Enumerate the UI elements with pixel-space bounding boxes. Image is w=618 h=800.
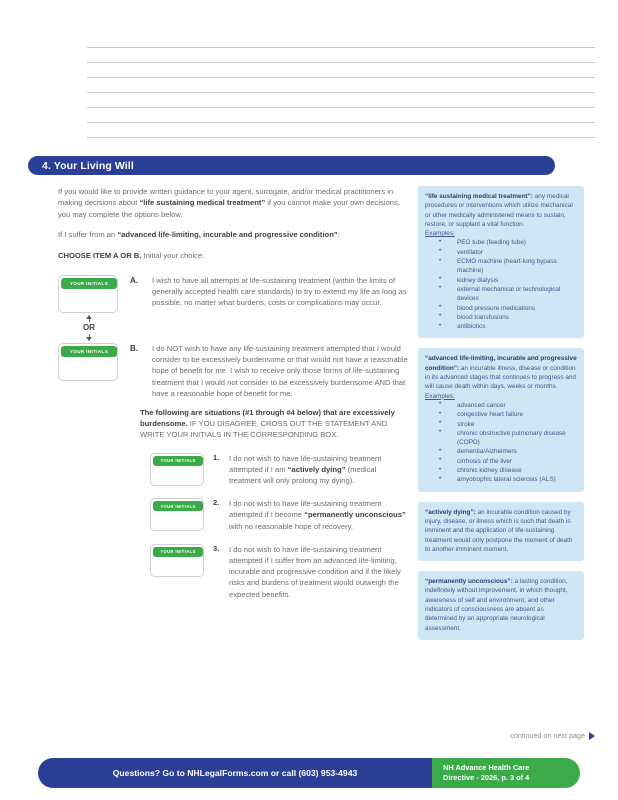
burdensome-instruction <box>140 407 408 441</box>
continued-notice <box>510 731 595 740</box>
definition-text-advanced-condition <box>425 354 577 391</box>
definition-text-actively-dying <box>425 508 577 554</box>
initials-tab-label-item-1: YOUR INITIALS <box>160 458 196 464</box>
definition-term-actively-dying: “actively dying”: <box>425 508 476 516</box>
definition-body-life-sustaining: any medical procedures or interventions which utilize mechanical or other medically administered means to sustain, restore, or supplant a vital function. <box>425 193 573 228</box>
item-1-part-b: (medical treatment will only prolong my dying). <box>229 464 377 486</box>
intro-p2-part-a: If I suffer from an <box>58 230 118 240</box>
ruled-line <box>87 122 595 123</box>
arrow-up-icon <box>86 315 92 319</box>
example-list-item: • dementia/Alzheimers <box>425 447 577 456</box>
footer-questions-text: Questions? Go to NHLegalForms.com or call (603) 953-4943 <box>112 768 358 778</box>
definitions-sidebar <box>418 186 584 650</box>
example-list-item: • external mechanical or technological devices <box>425 285 577 304</box>
definition-box-life-sustaining <box>418 186 584 338</box>
definition-box-permanently-unconscious <box>418 571 584 640</box>
intro-p1-part-a: If you would like to provide written guidance to your agent, surrogate, and/or medical practitioners in making decisions about <box>58 187 394 208</box>
example-list-item: • chronic obstructive pulmonary disease (COPD) <box>425 429 577 448</box>
numbered-item-1 <box>150 453 408 487</box>
definition-body-actively-dying: an incurable condition caused by injury, disease, or illness which is such that death is imminent and the application of life-sustaining treatment would only postpone the moment of death to another imminent moment. <box>425 508 573 553</box>
example-list-item: • blood pressure medications <box>425 304 577 313</box>
example-list-item: • kidney dialysis <box>425 276 577 285</box>
ruled-line <box>87 137 595 138</box>
examples-list-advanced-condition <box>425 401 577 485</box>
definition-term-life-sustaining: “life sustaining medical treatment”: <box>425 193 533 200</box>
definition-body-permanently-unconscious: a lasting condition, indefinitely without improvement, in which thought, awareness of self and environment, and other indicators of consciousness are absent as determined by an appropriate neurological assessment. <box>425 578 568 632</box>
example-list-item: • PEG tube (feeding tube) <box>425 238 577 247</box>
initials-tab-label-b: YOUR INITIALS <box>69 349 109 355</box>
item-text-1 <box>229 453 408 487</box>
option-row-a <box>58 275 408 313</box>
intro-paragraph-1 <box>58 186 408 220</box>
ruled-line <box>87 92 595 93</box>
intro-paragraph-2 <box>58 229 408 240</box>
example-list-item: • advanced cancer <box>425 401 577 410</box>
definition-box-advanced-condition <box>418 348 584 491</box>
main-content-column <box>58 186 408 612</box>
section-header-title: 4. Your Living Will <box>42 159 134 172</box>
initials-tab-item-3 <box>153 547 203 557</box>
or-label: OR <box>83 323 95 333</box>
definition-term-permanently-unconscious: “permanently unconscious”: <box>425 578 513 586</box>
choose-bold: CHOOSE ITEM A OR B. <box>58 250 142 260</box>
initials-tab-label-item-2: YOUR INITIALS <box>160 503 196 509</box>
ruled-line <box>87 77 595 78</box>
burdensome-rest: IF YOU DISAGREE, CROSS OUT THE STATEMENT AND WRITE YOUR INITIALS IN THE CORRESPONDING BOX. <box>140 419 388 440</box>
ruled-lines-area <box>87 47 595 152</box>
burdensome-bold: The following are situations (#1 through #4 below) that are excessively burdensome. <box>140 408 395 429</box>
initials-box-a[interactable] <box>58 275 118 313</box>
initials-tab-b <box>61 346 117 357</box>
section-header-bar <box>28 156 555 175</box>
footer-doc-line-2: Directive - 2026, p. 3 of 4 <box>443 773 530 782</box>
item-2-bold-term: “permanently unconscious” <box>304 510 406 520</box>
example-list-item: • stroke <box>425 420 577 429</box>
or-divider <box>58 315 120 341</box>
option-text-b: I do NOT wish to have any life-sustaining treatment attempted that I would consider to be excessively burdensome or that would not have a reasonable hope of benefit for me. I wish to receive only those forms of life-sustaining treatment that I would not consider to be excessively burdensome AND that have a reasonable hope of benefit for me. <box>152 344 408 398</box>
definition-box-actively-dying <box>418 502 584 561</box>
initials-tab-a <box>61 278 117 289</box>
choose-instruction <box>58 250 408 261</box>
definition-text-permanently-unconscious <box>425 577 577 633</box>
intro-p2-part-b: : <box>337 230 340 240</box>
ruled-line <box>87 62 595 63</box>
item-text-2 <box>229 498 408 532</box>
examples-label-advanced-condition: Examples: <box>425 392 455 400</box>
example-list-item: • cirrhosis of the liver <box>425 457 577 466</box>
item-number-2: 2. <box>213 498 220 508</box>
example-list-item: • chronic kidney disease <box>425 466 577 475</box>
numbered-item-2 <box>150 498 408 532</box>
item-2-part-b: with no reasonable hope of recovery. <box>229 521 353 531</box>
intro-p2-bold-term: “advanced life-limiting, incurable and progressive condition” <box>117 230 338 240</box>
definition-term-advanced-condition: “advanced life-limiting, incurable and progressive condition”: <box>425 355 577 372</box>
item-text-3 <box>229 544 408 600</box>
item-1-part-a: I do not wish to have life-sustaining treatment attempted if I am <box>229 453 382 474</box>
option-text-a: I wish to have all attempts at life-sustaining treatment (within the limits of generally accepted health care standards) to try to extend my life as long as possible, no matter what burdens, costs or complications may occur. <box>152 276 407 308</box>
play-arrow-icon <box>589 732 595 740</box>
item-number-3: 3. <box>213 543 220 553</box>
item-2-part-a: I do not wish to have life-sustaining treatment attempted if I become <box>229 499 382 520</box>
footer-document-info <box>432 758 580 788</box>
initials-box-b[interactable] <box>58 343 118 381</box>
initials-tab-item-1 <box>153 456 203 466</box>
footer-doc-line-1: NH Advance Health Care <box>443 763 530 772</box>
ruled-line <box>87 47 595 48</box>
example-list-item: • antibiotics <box>425 322 577 331</box>
examples-label-life-sustaining: Examples: <box>425 230 455 238</box>
choose-rest: Initial your choice: <box>141 250 205 260</box>
definition-body-advanced-condition: an incurable illness, disease or condition in its advanced stages that continues to progress and will cause death within days, weeks or months. <box>425 364 576 391</box>
numbered-item-3 <box>150 544 408 600</box>
example-list-item: • congestive heart failure <box>425 410 577 419</box>
item-1-bold-term: “actively dying” <box>287 464 346 474</box>
initials-tab-label-item-3: YOUR INITIALS <box>160 549 196 555</box>
item-number-1: 1. <box>213 452 220 462</box>
footer-bar <box>38 758 580 788</box>
definition-text-life-sustaining <box>425 192 577 229</box>
example-list-item: • ECMO machine (heart-lung bypass machine) <box>425 257 577 276</box>
intro-p1-part-b: if you cannot make your own decisions, you may complete the options below. <box>58 198 400 219</box>
arrow-down-icon <box>86 337 92 341</box>
item-3-part-a: I do not wish to have life-sustaining treatment attempted if I suffer from an advanced life-limiting, incurable and progressive condition and if the likely risks and burdens of treatment would outweigh the expected benefits. <box>229 544 401 599</box>
example-list-item: • ventilator <box>425 248 577 257</box>
initials-box-item-1[interactable] <box>150 453 204 486</box>
ruled-line <box>87 107 595 108</box>
option-letter-a: A. <box>130 276 138 286</box>
initials-tab-item-2 <box>153 501 203 511</box>
intro-p1-bold-term: “life sustaining medical treatment” <box>139 198 266 208</box>
initials-tab-label-a: YOUR INITIALS <box>69 281 109 287</box>
arrow-up-stem <box>89 319 90 322</box>
option-row-b <box>58 343 408 399</box>
examples-list-life-sustaining <box>425 238 577 331</box>
option-letter-b: B. <box>130 344 138 354</box>
initials-box-item-2[interactable] <box>150 498 204 531</box>
example-list-item: • amyotrophic lateral sclerosis (ALS) <box>425 475 577 484</box>
footer-questions-section[interactable] <box>38 758 432 788</box>
example-list-item: • blood transfusions <box>425 313 577 322</box>
continued-label: continued on next page <box>510 731 585 740</box>
initials-box-item-3[interactable] <box>150 544 204 577</box>
